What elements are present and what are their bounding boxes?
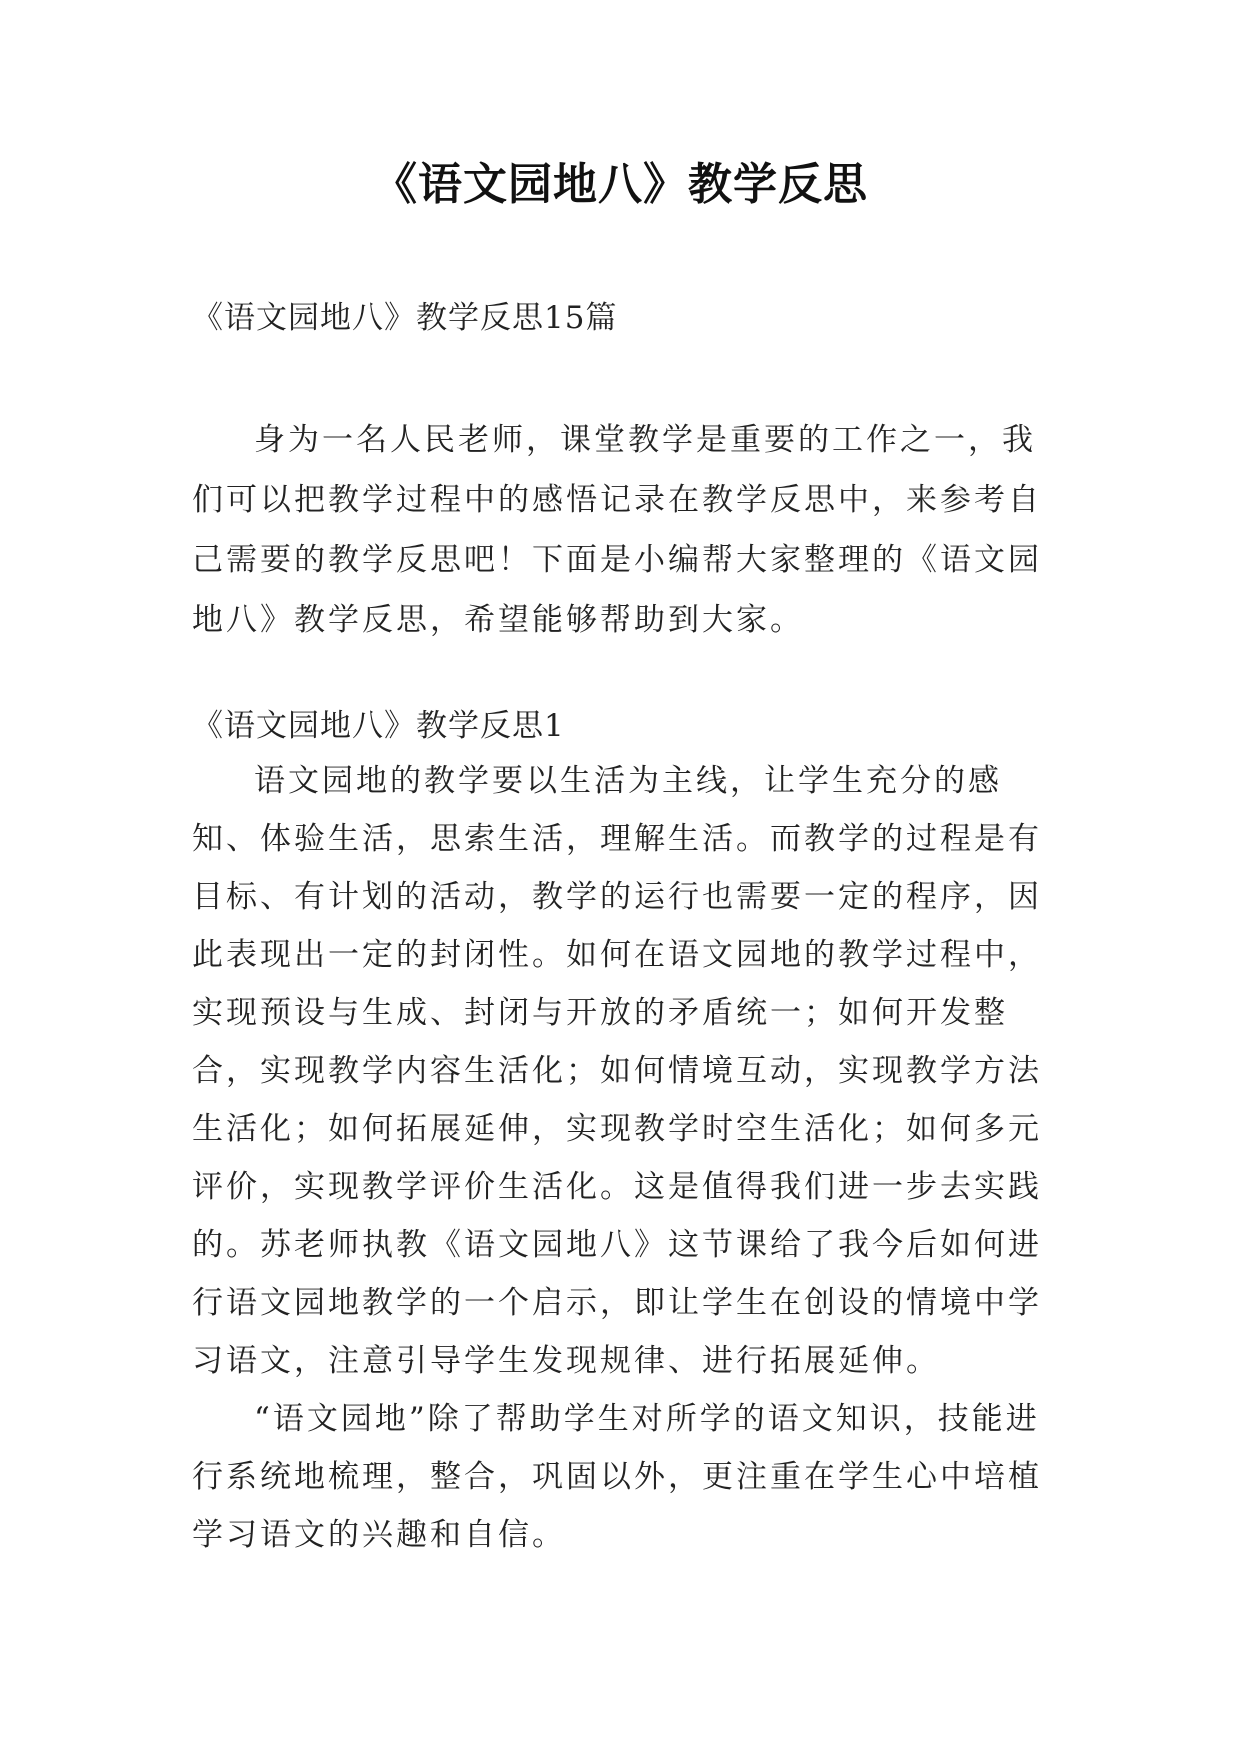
section-heading: 《语文园地八》教学反思1 (192, 708, 565, 744)
document-subtitle: 《语文园地八》教学反思15篇 (192, 300, 618, 336)
intro-paragraph: 身为一名人民老师，课堂教学是重要的工作之一，我们可以把教学过程中的感悟记录在教学反思中，来参考自己需要的教学反思吧！下面是小编帮大家整理的《语文园地八》教学反思，希望能够帮助到大家。 (192, 422, 1042, 638)
body-paragraph: 语文园地的教学要以生活为主线，让学生充分的感知、体验生活，思索生活，理解生活。而教学的过程是有目标、有计划的活动，教学的运行也需要一定的程序，因此表现出一定的封闭性。如何在语文园地的教学过程中，实现预设与生成、封闭与开放的矛盾统一；如何开发整合，实现教学内容生活化；如何情境互动，实现教学方法生活化；如何拓展延伸，实现教学时空生活化；如何多元评价，实现教学评价生活化。这是值得我们进一步去实践的。苏老师执教《语文园地八》这节课给了我今后如何进行语文园地教学的一个启示，即让学生在创设的情境中学习语文，注意引导学生发现规律、进行拓展延伸。 (192, 763, 1042, 1379)
document-title: 《语文园地八》教学反思 (373, 159, 868, 210)
section-body (192, 752, 1050, 1564)
body-paragraph: “语文园地”除了帮助学生对所学的语文知识，技能进行系统地梳理，整合，巩固以外，更注重在学生心中培植学习语文的兴趣和自信。 (192, 1401, 1042, 1553)
